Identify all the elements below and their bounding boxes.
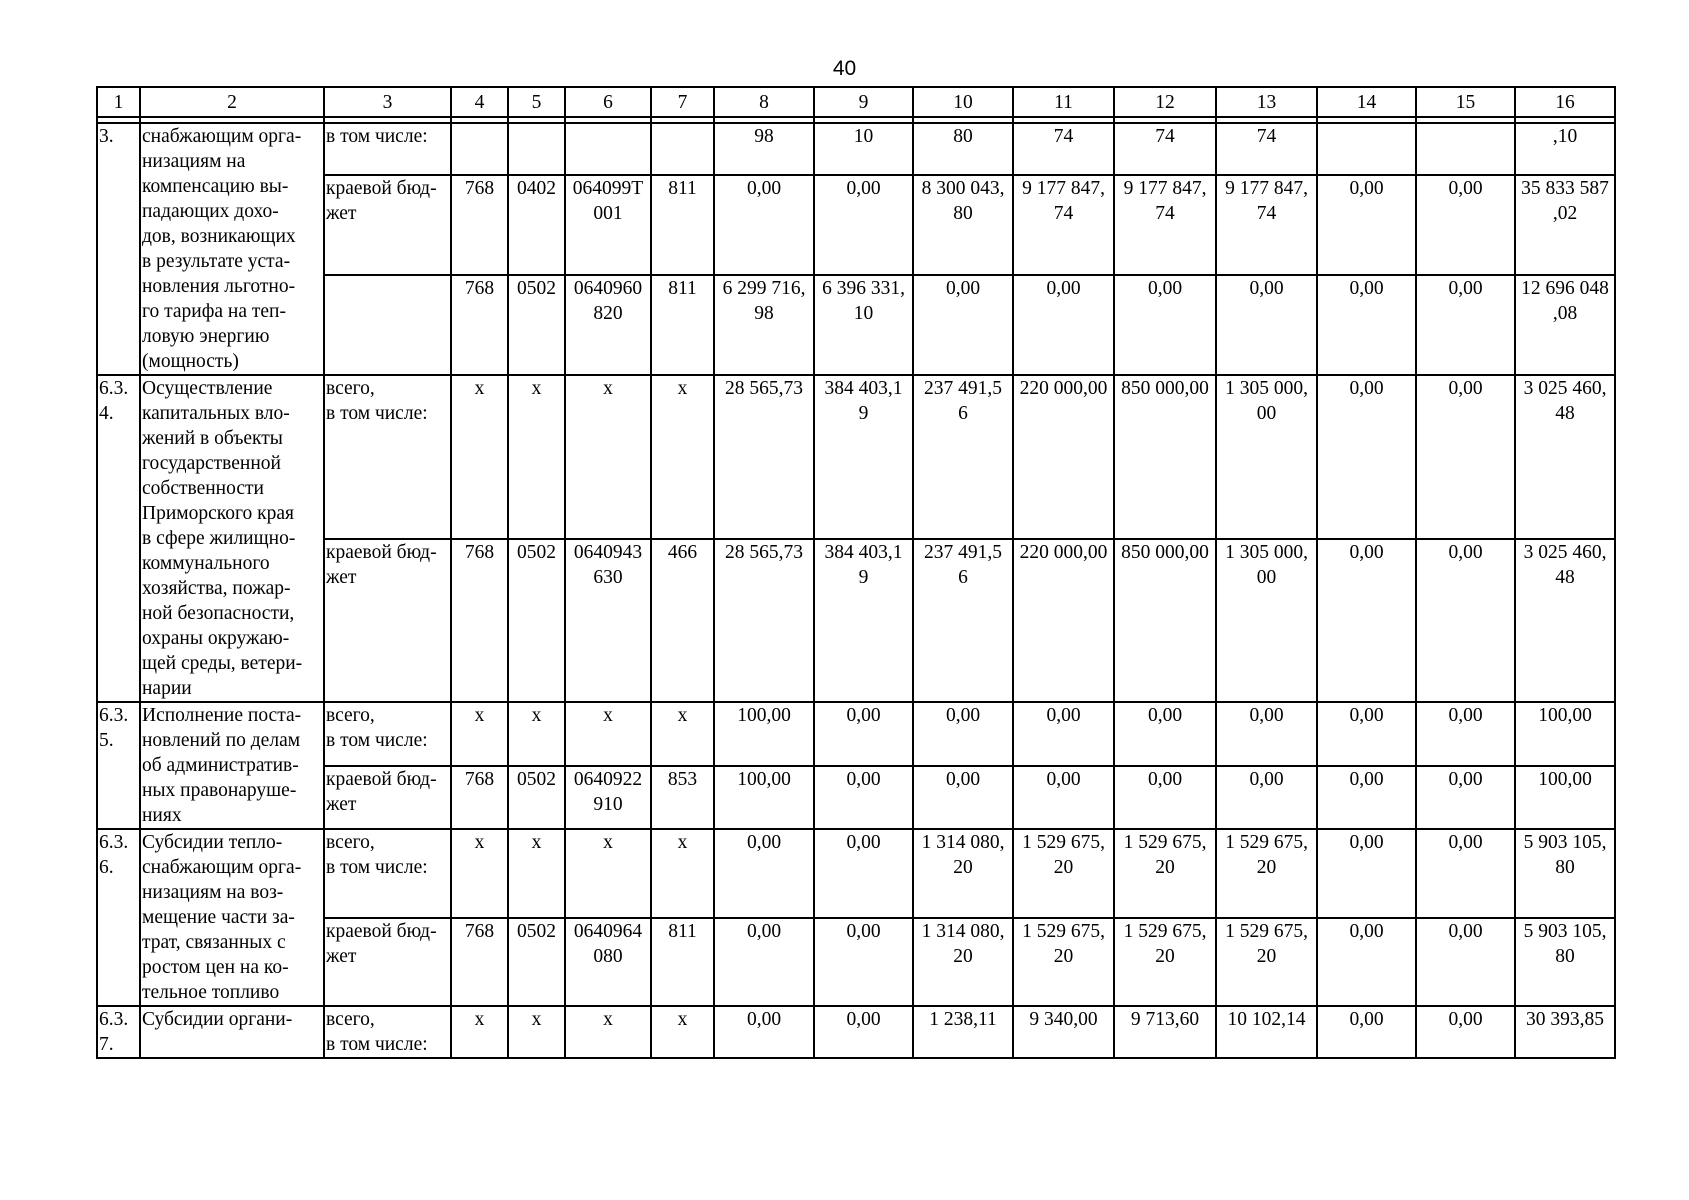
column-header-9: 9 [814, 87, 913, 117]
budget-code-c4: 768 [451, 275, 508, 375]
amount-cell: 10 [814, 123, 913, 175]
column-header-14: 14 [1317, 87, 1416, 117]
budget-code-c5: 0502 [508, 275, 565, 375]
budget-code-c4: 768 [451, 175, 508, 275]
amount-cell: 1 529 675, 20 [1216, 829, 1317, 918]
amount-cell: 0,00 [1114, 766, 1216, 830]
amount-cell: 0,00 [1216, 275, 1317, 375]
amount-cell: 0,00 [1416, 1006, 1515, 1058]
budget-code-c4 [451, 123, 508, 175]
amount-cell: 6 396 331, 10 [814, 275, 913, 375]
amount-cell: 0,00 [714, 829, 814, 918]
amount-cell: 5 903 105, 80 [1515, 829, 1615, 918]
amount-cell: 100,00 [714, 702, 814, 766]
amount-cell: 0,00 [1216, 766, 1317, 830]
budget-code-c5 [508, 123, 565, 175]
amount-cell: 0,00 [1317, 1006, 1416, 1058]
amount-cell: 74 [1216, 123, 1317, 175]
amount-cell: 3 025 460, 48 [1515, 375, 1615, 539]
amount-cell: 0,00 [814, 918, 913, 1007]
column-header-16: 16 [1515, 87, 1615, 117]
budget-code-c6: х [565, 702, 651, 766]
budget-code-c6: х [565, 1006, 651, 1058]
column-header-3: 3 [324, 87, 451, 117]
amount-cell: 0,00 [1317, 918, 1416, 1007]
budget-code-c5: 0502 [508, 918, 565, 1007]
budget-code-c7: х [651, 702, 714, 766]
budget-code-c4: х [451, 1006, 508, 1058]
amount-cell: 0,00 [1013, 275, 1114, 375]
amount-cell: 0,00 [1216, 702, 1317, 766]
budget-code-c6: 0640922 910 [565, 766, 651, 830]
amount-cell: 28 565,73 [714, 539, 814, 703]
amount-cell: 0,00 [1416, 375, 1515, 539]
row-number: 3. [97, 123, 140, 375]
funding-source: краевой бюд- жет [324, 539, 451, 703]
amount-cell: 1 529 675, 20 [1013, 918, 1114, 1007]
header-row [97, 87, 1615, 117]
column-header-13: 13 [1216, 87, 1317, 117]
row-number: 6.3. 5. [97, 702, 140, 829]
amount-cell: 9 177 847, 74 [1216, 175, 1317, 275]
row-number: 6.3. 4. [97, 375, 140, 702]
budget-code-c7: 811 [651, 918, 714, 1007]
amount-cell: 0,00 [814, 175, 913, 275]
budget-code-c4: 768 [451, 918, 508, 1007]
amount-cell: 220 000,00 [1013, 375, 1114, 539]
measure-name: Субсидии тепло- снабжающим орга- низациям на воз- мещение части за- трат, связанных с ростом цен на ко- тельное топливо [140, 829, 324, 1006]
budget-code-c5: х [508, 702, 565, 766]
amount-cell: 74 [1013, 123, 1114, 175]
amount-cell: 1 314 080, 20 [913, 829, 1013, 918]
amount-cell: 0,00 [1317, 275, 1416, 375]
funding-source: в том числе: [324, 123, 451, 175]
budget-code-c7: 466 [651, 539, 714, 703]
budget-code-c5: х [508, 375, 565, 539]
amount-cell: 0,00 [1416, 275, 1515, 375]
amount-cell: 1 305 000, 00 [1216, 539, 1317, 703]
amount-cell: 100,00 [1515, 702, 1615, 766]
amount-cell: 0,00 [913, 275, 1013, 375]
table-row-total [97, 829, 1615, 918]
column-header-10: 10 [913, 87, 1013, 117]
budget-code-c7: х [651, 375, 714, 539]
amount-cell: 0,00 [1317, 539, 1416, 703]
amount-cell: 6 299 716, 98 [714, 275, 814, 375]
amount-cell [1317, 123, 1416, 175]
funding-source: краевой бюд- жет [324, 918, 451, 1007]
amount-cell: 28 565,73 [714, 375, 814, 539]
budget-table [96, 86, 1616, 1059]
amount-cell: 0,00 [714, 175, 814, 275]
amount-cell: 1 529 675, 20 [1013, 829, 1114, 918]
funding-source: всего, в том числе: [324, 829, 451, 918]
column-header-15: 15 [1416, 87, 1515, 117]
amount-cell: 0,00 [1013, 766, 1114, 830]
table-body [97, 117, 1615, 1058]
budget-code-c4: 768 [451, 766, 508, 830]
page-number: 40 [832, 57, 857, 80]
amount-cell: 0,00 [814, 702, 913, 766]
budget-code-c5: 0502 [508, 766, 565, 830]
amount-cell: 0,00 [1416, 766, 1515, 830]
table-row-detail [97, 175, 1615, 275]
amount-cell: 384 403,1 9 [814, 539, 913, 703]
amount-cell [1416, 123, 1515, 175]
column-header-1: 1 [97, 87, 140, 117]
budget-code-c6: 0640964 080 [565, 918, 651, 1007]
row-number: 6.3. 6. [97, 829, 140, 1006]
amount-cell: 1 529 675, 20 [1114, 829, 1216, 918]
budget-code-c6: 064099Т 001 [565, 175, 651, 275]
row-number: 6.3. 7. [97, 1006, 140, 1058]
funding-source: краевой бюд- жет [324, 175, 451, 275]
amount-cell: 9 177 847, 74 [1013, 175, 1114, 275]
amount-cell: 237 491,5 6 [913, 539, 1013, 703]
budget-code-c6: 0640943 630 [565, 539, 651, 703]
column-header-2: 2 [140, 87, 324, 117]
amount-cell: 0,00 [1416, 918, 1515, 1007]
amount-cell: 0,00 [1416, 829, 1515, 918]
budget-code-c5: х [508, 1006, 565, 1058]
amount-cell: 1 529 675, 20 [1114, 918, 1216, 1007]
amount-cell: 9 340,00 [1013, 1006, 1114, 1058]
amount-cell: 0,00 [714, 918, 814, 1007]
amount-cell: 0,00 [1317, 175, 1416, 275]
budget-code-c6: х [565, 829, 651, 918]
amount-cell: ,10 [1515, 123, 1615, 175]
amount-cell: 0,00 [913, 766, 1013, 830]
table-row-total [97, 702, 1615, 766]
table-row-detail [97, 539, 1615, 703]
column-header-8: 8 [714, 87, 814, 117]
funding-source: всего, в том числе: [324, 702, 451, 766]
amount-cell: 0,00 [1317, 375, 1416, 539]
budget-code-c5: 0502 [508, 539, 565, 703]
measure-name: Субсидии органи- [140, 1006, 324, 1058]
budget-code-c6 [565, 123, 651, 175]
measure-name: Осуществление капитальных вло- жений в объекты государственной собственности Приморского края в сфере жилищно- коммунального хозяйства, пожар- ной безопасности, охраны окружаю- щей среды, ветери- нарии [140, 375, 324, 702]
column-header-6: 6 [565, 87, 651, 117]
amount-cell: 5 903 105, 80 [1515, 918, 1615, 1007]
column-header-4: 4 [451, 87, 508, 117]
amount-cell: 0,00 [1114, 275, 1216, 375]
column-header-5: 5 [508, 87, 565, 117]
amount-cell: 0,00 [1416, 702, 1515, 766]
amount-cell: 35 833 587 ,02 [1515, 175, 1615, 275]
amount-cell: 0,00 [814, 829, 913, 918]
amount-cell: 9 713,60 [1114, 1006, 1216, 1058]
amount-cell: 0,00 [814, 766, 913, 830]
amount-cell: 0,00 [1416, 175, 1515, 275]
table-row-detail [97, 275, 1615, 375]
amount-cell: 0,00 [1317, 766, 1416, 830]
funding-source: всего, в том числе: [324, 1006, 451, 1058]
amount-cell: 237 491,5 6 [913, 375, 1013, 539]
budget-code-c5: 0402 [508, 175, 565, 275]
budget-code-c7: х [651, 829, 714, 918]
amount-cell: 9 177 847, 74 [1114, 175, 1216, 275]
amount-cell: 0,00 [1416, 539, 1515, 703]
amount-cell: 1 529 675, 20 [1216, 918, 1317, 1007]
amount-cell: 100,00 [714, 766, 814, 830]
amount-cell: 0,00 [1317, 829, 1416, 918]
amount-cell: 10 102,14 [1216, 1006, 1317, 1058]
amount-cell: 98 [714, 123, 814, 175]
table-row-total [97, 375, 1615, 539]
budget-code-c7: х [651, 1006, 714, 1058]
amount-cell: 850 000,00 [1114, 539, 1216, 703]
budget-code-c7: 811 [651, 275, 714, 375]
amount-cell: 74 [1114, 123, 1216, 175]
budget-code-c4: х [451, 375, 508, 539]
funding-source [324, 275, 451, 375]
amount-cell: 220 000,00 [1013, 539, 1114, 703]
column-header-7: 7 [651, 87, 714, 117]
amount-cell: 1 305 000, 00 [1216, 375, 1317, 539]
table-row-detail [97, 766, 1615, 830]
budget-code-c6: х [565, 375, 651, 539]
amount-cell: 850 000,00 [1114, 375, 1216, 539]
amount-cell: 30 393,85 [1515, 1006, 1615, 1058]
column-header-12: 12 [1114, 87, 1216, 117]
amount-cell: 384 403,1 9 [814, 375, 913, 539]
budget-code-c4: 768 [451, 539, 508, 703]
measure-name: Исполнение поста- новлений по делам об административ- ных правонаруше- ниях [140, 702, 324, 829]
funding-source: всего, в том числе: [324, 375, 451, 539]
column-header-11: 11 [1013, 87, 1114, 117]
amount-cell: 0,00 [814, 1006, 913, 1058]
amount-cell: 3 025 460, 48 [1515, 539, 1615, 703]
amount-cell: 8 300 043, 80 [913, 175, 1013, 275]
amount-cell: 1 238,11 [913, 1006, 1013, 1058]
budget-code-c5: х [508, 829, 565, 918]
budget-code-c4: х [451, 829, 508, 918]
table-row-detail [97, 918, 1615, 1007]
amount-cell: 1 314 080, 20 [913, 918, 1013, 1007]
measure-name: снабжающим орга- низациям на компенсацию вы- падающих дохо- дов, возникающих в результате уста- новления льготно- го тарифа на теп- ловую энергию (мощность) [140, 123, 324, 375]
amount-cell: 12 696 048 ,08 [1515, 275, 1615, 375]
table-row-total [97, 1006, 1615, 1058]
amount-cell: 0,00 [714, 1006, 814, 1058]
budget-code-c7 [651, 123, 714, 175]
amount-cell: 0,00 [1317, 702, 1416, 766]
budget-code-c7: 853 [651, 766, 714, 830]
budget-code-c4: х [451, 702, 508, 766]
table-row-total [97, 123, 1615, 175]
amount-cell: 0,00 [1114, 702, 1216, 766]
funding-source: краевой бюд- жет [324, 766, 451, 830]
budget-code-c6: 0640960 820 [565, 275, 651, 375]
amount-cell: 80 [913, 123, 1013, 175]
amount-cell: 0,00 [1013, 702, 1114, 766]
amount-cell: 0,00 [913, 702, 1013, 766]
budget-code-c7: 811 [651, 175, 714, 275]
amount-cell: 100,00 [1515, 766, 1615, 830]
